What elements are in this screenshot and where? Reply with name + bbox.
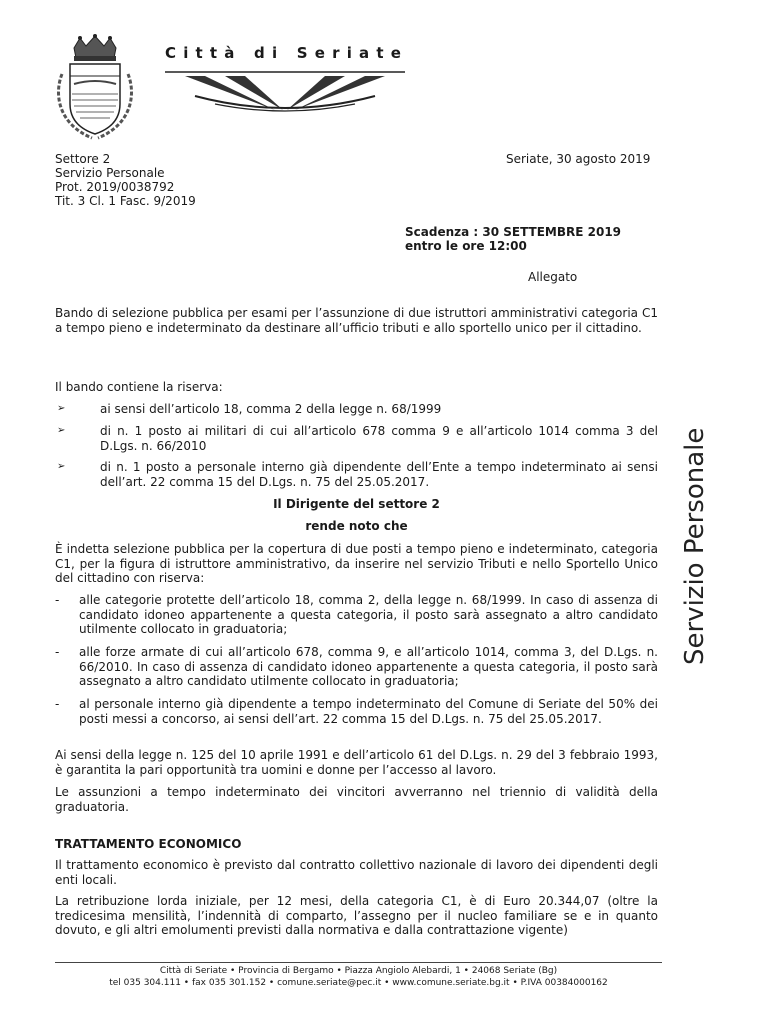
arrow-bullet-icon: ➢ (57, 425, 66, 436)
trattamento-economico-heading: TRATTAMENTO ECONOMICO (55, 837, 242, 851)
city-name: Città di Seriate (165, 44, 409, 62)
dirigente-heading: Il Dirigente del settore 2 (273, 497, 440, 511)
dash-bullet: - (55, 697, 60, 711)
footer-contacts: tel 035 304.111 • fax 035 301.152 • comune.seriate@pec.it • www.comune.seriate.bg.it • P.IVA 00384000162 (109, 978, 608, 988)
arrow-bullet-icon: ➢ (57, 403, 66, 414)
riserva-item-text: di n. 1 posto a personale interno già dipendente dell’Ente a tempo indeterminato ai sensi dell’art. 22 comma 15 del D.Lgs. n. 75 del 25.05.2017. (100, 460, 658, 489)
arrow-bullet-icon: ➢ (57, 461, 66, 472)
intro-paragraph: Bando di selezione pubblica per esami per l’assunzione di due istruttori amministrativi categoria C1 a tempo pieno e indeterminato da destinare all’ufficio tributi e allo sportello unico per il cittadino. (55, 306, 658, 335)
dash-bullet: - (55, 645, 60, 659)
reserve-list-item (55, 645, 658, 689)
assunzioni-paragraph: Le assunzioni a tempo indeterminato dei vincitori avverranno nel triennio di validità della graduatoria. (55, 785, 658, 814)
riserva-item-text: di n. 1 posto ai militari di cui all’articolo 678 comma 9 e all’articolo 1014 comma 3 del D.Lgs. n. 66/2010 (100, 424, 658, 453)
footer-address: Città di Seriate • Provincia di Bergamo • Piazza Angiolo Alebardi, 1 • 24068 Seriate (Bg) (159, 966, 558, 976)
trattamento-paragraph-1: Il trattamento economico è previsto dal contratto collettivo nazionale di lavoro dei dipendenti degli enti locali. (55, 858, 658, 887)
document-date: Seriate, 30 agosto 2019 (506, 152, 651, 166)
trattamento-paragraph-2: La retribuzione lorda iniziale, per 12 mesi, della categoria C1, è di Euro 20.344,07 (oltre la tredicesima mensilità, l’indennità di comparto, l’assegno per il nucleo familiare se e in quanto dovuto, e gli altri emolumenti previsti dalla normativa e dalla contrattazione vigente) (55, 894, 658, 937)
rende-noto-heading: rende noto che (305, 519, 408, 533)
pari-opportunita-paragraph: Ai sensi della legge n. 125 del 10 aprile 1991 e dell’articolo 61 del D.Lgs. n. 29 del 3 febbraio 1993, è garantita la pari opportunità tra uomini e donne per l’accesso al lavoro. (55, 748, 658, 777)
riserva-item-text: ai sensi dell’articolo 18, comma 2 della legge n. 68/1999 (100, 402, 442, 416)
riserva-title: Il bando contiene la riserva: (55, 380, 223, 394)
deadline-date: Scadenza : 30 SETTEMBRE 2019 (405, 225, 622, 239)
riserva-item (55, 460, 658, 489)
indetta-paragraph: È indetta selezione pubblica per la copertura di due posti a tempo pieno e indeterminato, categoria C1, per la figura di istruttore amministrativo, da inserire nel servizio Tributi e nello Sportello Unico del cittadino con riserva: (55, 542, 658, 585)
reserve-list-text: alle forze armate di cui all’articolo 678, comma 9, e all’articolo 1014, comma 3, del D.Lgs. n. 66/2010. In caso di assenza di candidato idoneo appartenente a questa categoria, il posto sarà assegnato a altro candidato utilmente collocato in graduatoria; (79, 645, 658, 688)
seriate-bridge-logo-icon (165, 70, 405, 116)
reserve-list-item (55, 697, 658, 726)
meta-titolario: Tit. 3 Cl. 1 Fasc. 9/2019 (55, 194, 196, 208)
reserve-list-text: alle categorie protette dell’articolo 18, comma 2, della legge n. 68/1999. In caso di assenza di candidato idoneo appartenente a questa categoria, il posto sarà assegnato a altro candidato utilmente collocato in graduatoria; (79, 593, 658, 636)
dash-bullet: - (55, 593, 60, 607)
city-coat-of-arms-icon (52, 34, 138, 144)
allegato-label: Allegato (528, 270, 578, 284)
riserva-item (55, 424, 658, 453)
side-department-label: Servizio Personale (680, 427, 710, 665)
footer-divider (55, 962, 662, 963)
meta-servizio: Servizio Personale (55, 166, 165, 180)
reserve-list-item (55, 593, 658, 637)
meta-settore: Settore 2 (55, 152, 111, 166)
deadline-time: entro le ore 12:00 (405, 239, 527, 253)
riserva-item (55, 402, 658, 417)
meta-protocollo: Prot. 2019/0038792 (55, 180, 175, 194)
reserve-list-text: al personale interno già dipendente a tempo indeterminato del Comune di Seriate del 50% dei posti messi a concorso, ai sensi dell’art. 22 comma 15 del D.Lgs. n. 75 del 25.05.2017. (79, 697, 658, 726)
